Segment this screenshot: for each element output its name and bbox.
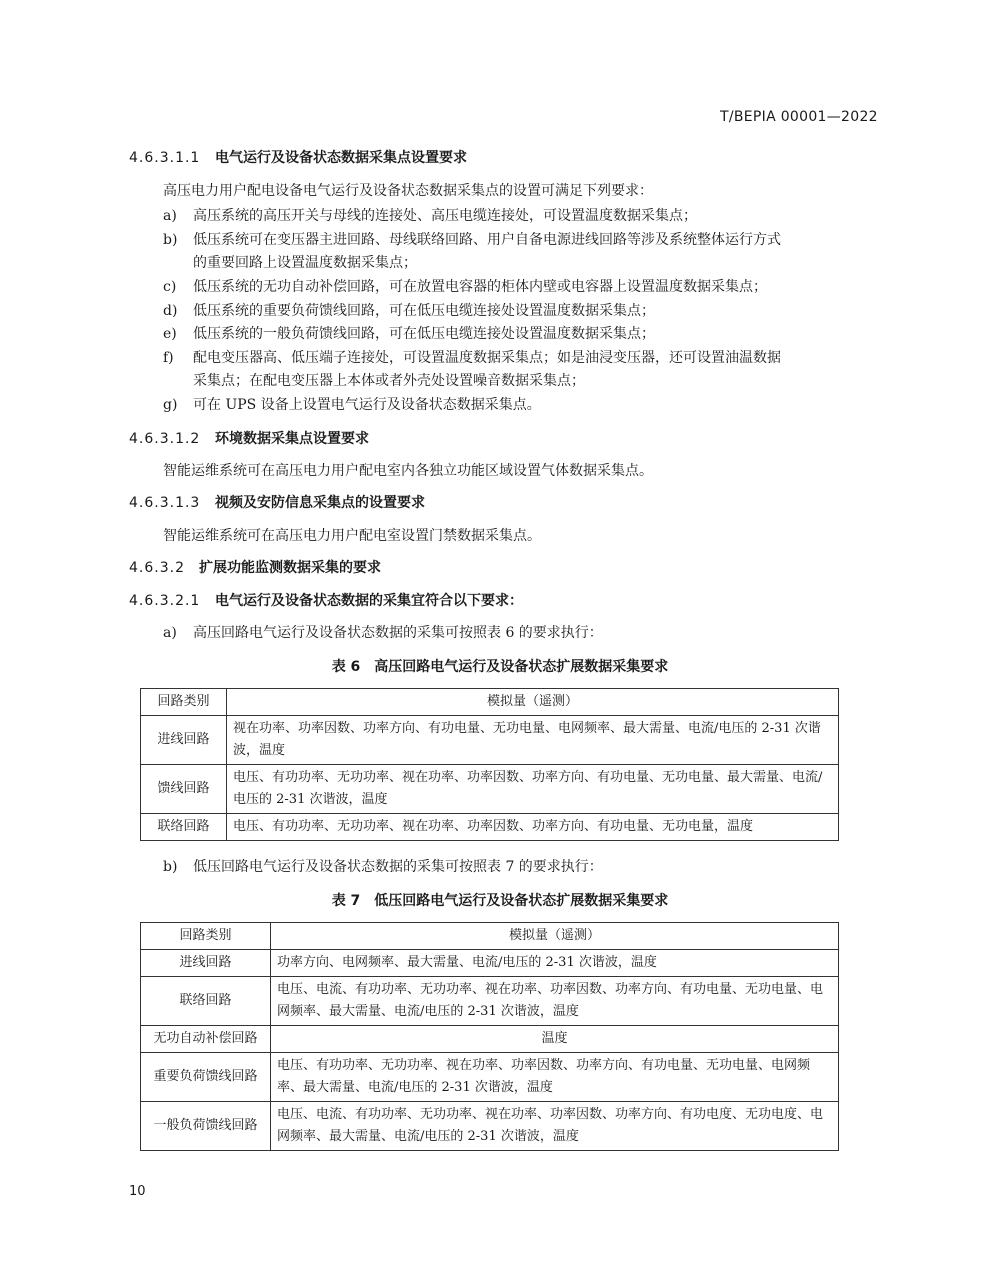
table-row	[141, 716, 839, 765]
table-6-caption: 表 6 高压回路电气运行及设备状态扩展数据采集要求	[331, 659, 669, 675]
list-text: 配电变压器高、低压端子连接处，可设置温度数据采集点；如是油浸变压器，还可设置油温数据	[193, 350, 781, 366]
section-title: 环境数据采集点设置要求	[215, 431, 369, 447]
document-id: T/BEPIA 00001—2022	[720, 109, 878, 125]
value-cell: 电压、电流、有功功率、无功功率、视在功率、功率因数、功率方向、有功电度、无功电度、电网频率、最大需量、电流/电压的 2-31 次谐波，温度	[271, 1102, 839, 1151]
list-text: 低压系统的无功自动补偿回路，可在放置电容器的柜体内壁或电容器上设置温度数据采集点；	[193, 279, 767, 295]
value-cell: 视在功率、功率因数、功率方向、有功电量、无功电量、电网频率、最大需量、电流/电压的 2-31 次谐波，温度	[227, 716, 839, 765]
section-number: 4.6.3.1.1	[129, 150, 201, 166]
list-item-b-continued: 的重要回路上设置温度数据采集点；	[193, 255, 417, 271]
section-title: 扩展功能监测数据采集的要求	[199, 560, 381, 576]
category-cell: 馈线回路	[141, 765, 227, 814]
table-header-row	[141, 923, 839, 950]
table-row	[141, 814, 839, 841]
table-row	[141, 765, 839, 814]
category-cell: 进线回路	[141, 716, 227, 765]
header-cell: 模拟量（遥测）	[271, 923, 839, 950]
list-marker: f)	[163, 350, 174, 366]
section-intro: 高压电力用户配电设备电气运行及设备状态数据采集点的设置可满足下列要求：	[163, 183, 653, 199]
list-marker: e)	[163, 326, 177, 342]
table-row	[141, 1053, 839, 1102]
section-heading-4-6-3-1-1	[129, 147, 467, 167]
list-text: 高压系统的高压开关与母线的连接处、高压电缆连接处，可设置温度数据采集点；	[193, 208, 697, 224]
section-text: 智能运维系统可在高压电力用户配电室内各独立功能区域设置气体数据采集点。	[163, 463, 653, 479]
header-cell: 回路类别	[141, 689, 227, 716]
list-text: 可在 UPS 设备上设置电气运行及设备状态数据采集点。	[193, 397, 541, 413]
list-text: 低压系统的重要负荷馈线回路，可在低压电缆连接处设置温度数据采集点；	[193, 303, 655, 319]
category-cell: 联络回路	[141, 977, 271, 1026]
section-number: 4.6.3.2.1	[129, 593, 201, 609]
section-heading-4-6-3-1-3	[129, 492, 425, 512]
table-6	[140, 688, 839, 841]
header-cell: 回路类别	[141, 923, 271, 950]
value-cell: 电压、有功功率、无功功率、视在功率、功率因数、功率方向、有功电量、无功电量，温度	[227, 814, 839, 841]
table-7-caption: 表 7 低压回路电气运行及设备状态扩展数据采集要求	[331, 893, 669, 909]
table-row	[141, 1102, 839, 1151]
section-title: 视频及安防信息采集点的设置要求	[215, 495, 425, 511]
section-title: 电气运行及设备状态数据采集点设置要求	[215, 150, 467, 166]
page-number: 10	[129, 1184, 146, 1199]
list-item-f	[163, 347, 781, 367]
list-marker: a)	[163, 208, 177, 224]
list-item-g	[163, 394, 541, 414]
value-cell: 电压、有功功率、无功功率、视在功率、功率因数、功率方向、有功电量、无功电量、最大需量、电流/电压的 2-31 次谐波，温度	[227, 765, 839, 814]
list-marker: a)	[163, 625, 177, 641]
table-row	[141, 950, 839, 977]
list-marker: b)	[163, 859, 178, 875]
category-cell: 重要负荷馈线回路	[141, 1053, 271, 1102]
list-text: 高压回路电气运行及设备状态数据的采集可按照表 6 的要求执行：	[193, 625, 603, 641]
section-heading-4-6-3-2-1	[129, 590, 523, 610]
category-cell: 进线回路	[141, 950, 271, 977]
table-header-row	[141, 689, 839, 716]
value-cell: 电压、有功功率、无功功率、视在功率、功率因数、功率方向、有功电量、无功电量、电网频率、最大需量、电流/电压的 2-31 次谐波，温度	[271, 1053, 839, 1102]
list-item-a	[163, 205, 697, 225]
table-row	[141, 1026, 839, 1053]
category-cell: 一般负荷馈线回路	[141, 1102, 271, 1151]
category-cell: 无功自动补偿回路	[141, 1026, 271, 1053]
list-text: 低压回路电气运行及设备状态数据的采集可按照表 7 的要求执行：	[193, 859, 603, 875]
list-text: 低压系统可在变压器主进回路、母线联络回路、用户自备电源进线回路等涉及系统整体运行方式	[193, 232, 781, 248]
list-item-b	[163, 856, 603, 876]
section-heading-4-6-3-1-2	[129, 428, 369, 448]
value-cell: 电压、电流、有功功率、无功功率、视在功率、功率因数、功率方向、有功电量、无功电量、电网频率、最大需量、电流/电压的 2-31 次谐波，温度	[271, 977, 839, 1026]
value-cell: 功率方向、电网频率、最大需量、电流/电压的 2-31 次谐波，温度	[271, 950, 839, 977]
section-number: 4.6.3.1.2	[129, 431, 201, 447]
section-number: 4.6.3.1.3	[129, 495, 201, 511]
list-item-d	[163, 300, 655, 320]
category-cell: 联络回路	[141, 814, 227, 841]
list-marker: b)	[163, 232, 178, 248]
list-item-b	[163, 229, 781, 249]
table-row	[141, 977, 839, 1026]
section-heading-4-6-3-2	[129, 557, 381, 577]
table-7	[140, 922, 839, 1151]
list-text: 低压系统的一般负荷馈线回路，可在低压电缆连接处设置温度数据采集点；	[193, 326, 655, 342]
header-cell: 模拟量（遥测）	[227, 689, 839, 716]
section-title: 电气运行及设备状态数据的采集宜符合以下要求：	[215, 593, 523, 609]
list-item-a	[163, 622, 603, 642]
list-item-c	[163, 276, 767, 296]
section-number: 4.6.3.2	[129, 560, 185, 576]
list-item-e	[163, 323, 655, 343]
list-marker: c)	[163, 279, 177, 295]
value-cell: 温度	[271, 1026, 839, 1053]
list-item-f-continued: 采集点；在配电变压器上本体或者外壳处设置噪音数据采集点；	[193, 373, 585, 389]
section-text: 智能运维系统可在高压电力用户配电室设置门禁数据采集点。	[163, 528, 541, 544]
list-marker: g)	[163, 397, 178, 413]
list-marker: d)	[163, 303, 178, 319]
